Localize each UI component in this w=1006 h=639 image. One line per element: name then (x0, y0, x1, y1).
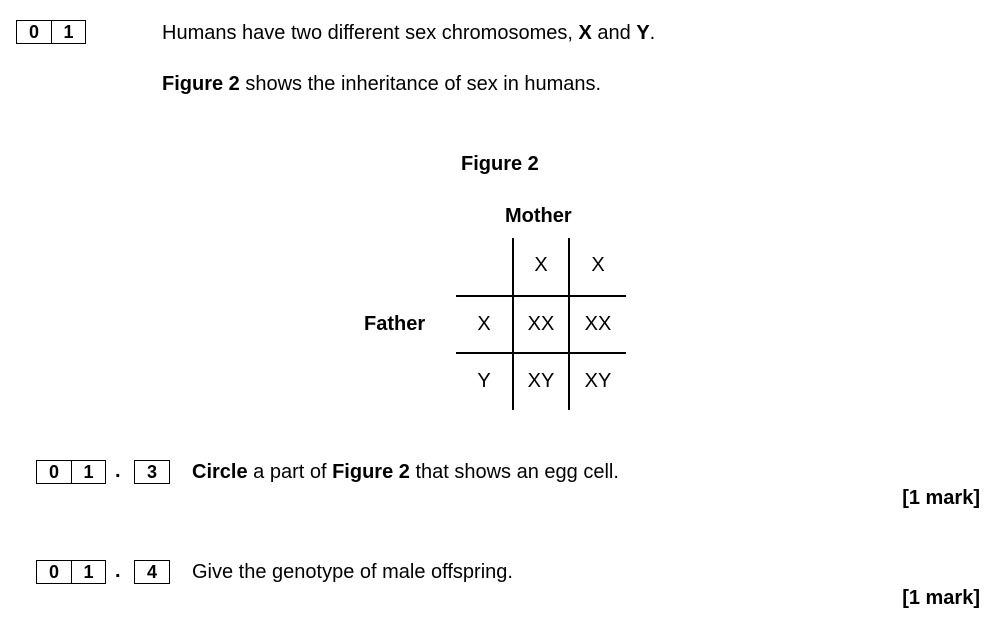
chromosome-y: Y (636, 22, 650, 44)
question-number-box (16, 20, 86, 44)
offspring-cell: XY (584, 370, 612, 392)
subquestion-text (192, 461, 619, 484)
subquestion-text: Give the genotype of male offspring. (192, 561, 513, 583)
subquestion-part-digit: 4 (146, 561, 157, 582)
offspring-cell: XX (584, 313, 612, 335)
subquestion-number-box (36, 460, 106, 484)
grid-line (456, 295, 626, 297)
subquestion-dot: . (115, 560, 121, 582)
figure-ref-rest: shows the inheritance of sex in humans. (239, 73, 602, 95)
subquestion-number-box (36, 560, 106, 584)
intro-and: and (591, 22, 637, 44)
subquestion-number-digit: 1 (71, 461, 105, 483)
grid-line (512, 238, 514, 410)
chromosome-x: X (578, 22, 592, 44)
subquestion-number-digit: 0 (48, 561, 59, 582)
subquestion-part-box (134, 460, 170, 484)
mother-allele: X (591, 254, 605, 276)
question-number-digit: 0 (28, 21, 39, 42)
subquestion-bold-figure: Figure 2 (332, 461, 410, 483)
subquestion-dot: . (115, 460, 121, 482)
offspring-cell: XY (527, 370, 555, 392)
figure-ref-bold: Figure 2 (162, 73, 240, 95)
mark-allocation: [1 mark] (902, 587, 980, 609)
subquestion-part-digit: 3 (146, 461, 157, 482)
subquestion-number-digit: 0 (48, 461, 59, 482)
question-number-digit: 1 (51, 21, 85, 43)
question-intro (162, 22, 655, 45)
father-label: Father (364, 313, 426, 335)
subquestion-bold-circle: Circle (192, 461, 248, 483)
grid-line (456, 352, 626, 354)
figure-title: Figure 2 (461, 153, 539, 175)
father-allele: X (477, 313, 491, 335)
grid-line (568, 238, 570, 410)
subquestion-mid: a part of (247, 461, 333, 483)
subquestion-number-digit: 1 (71, 561, 105, 583)
intro-text: Humans have two different sex chromosomes, (162, 22, 579, 44)
mother-label: Mother (505, 205, 572, 227)
offspring-cell: XX (527, 313, 555, 335)
subquestion-part-box (134, 560, 170, 584)
mark-allocation: [1 mark] (902, 487, 980, 509)
intro-period: . (649, 22, 656, 44)
mother-allele: X (534, 254, 548, 276)
father-allele: Y (477, 370, 491, 392)
subquestion-end: that shows an egg cell. (409, 461, 619, 483)
figure-reference-text (162, 73, 601, 96)
